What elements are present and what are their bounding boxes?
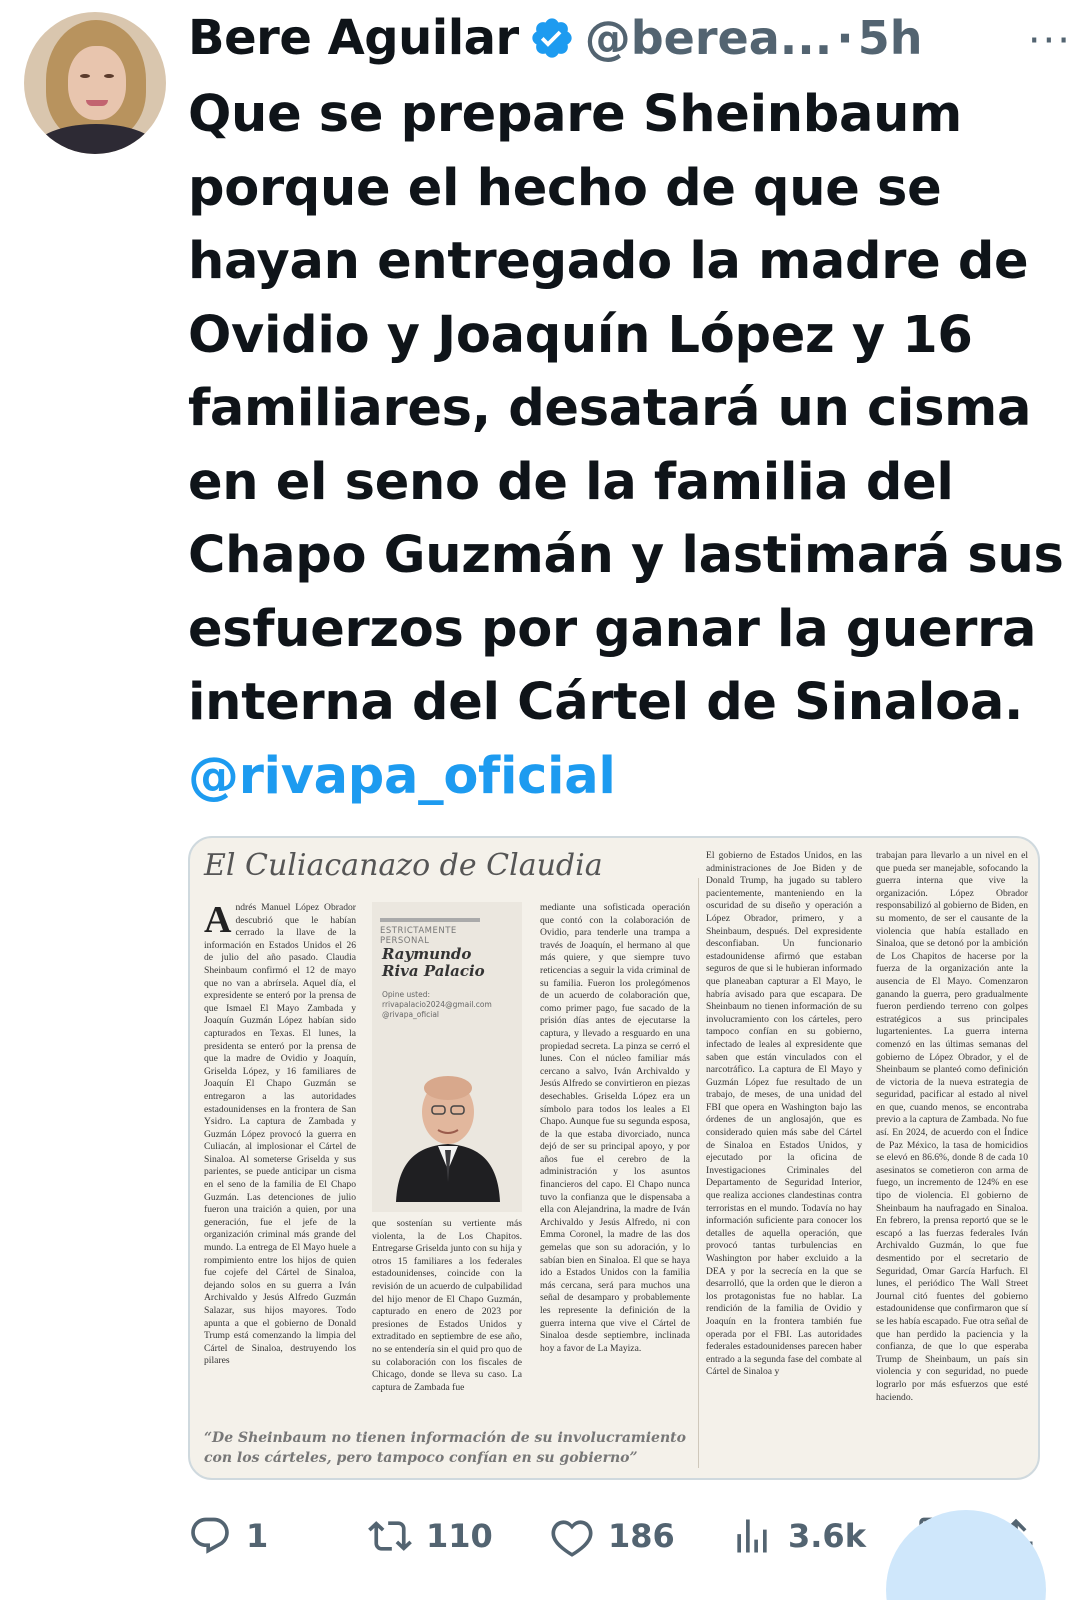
author-handle[interactable]: @berea... (584, 11, 833, 65)
tweet-line: Chapo Guzmán y lastimará sus (188, 526, 1064, 585)
repost-icon (368, 1514, 412, 1558)
author-meta (382, 990, 512, 1020)
reply-icon (188, 1514, 232, 1558)
article-column-3: mediante una sofisticada operación que contó con la colaboración de Ovidio, para tenderle una trampa a través de Joaquín, el hermano al que más quiere, y que siempre tuvo reticencias a seguir la vida criminal de su familia. Fueron los prolegómenos de un acuerdo de colaboración que, como primer pago, fue sacado de la prisión días antes de ejecutarse la captura, y llevado a resguardo en una propiedad secreta. La pinza se cerró el lunes. Con el núcleo familiar más cercano a salvo, Iván Archivaldo y Jesús Alfredo se convirtieron en piezas desechables. Griselda López era un símbolo para todos los leales a El Chapo. Aunque fue su segunda esposa, de la que estaba divorciado, nunca dejó de ser su principal apoyo, y por años fue el cerebro de la administración y los asuntos financieros del capo. El Chapo nunca tuvo la confianza que le dispensaba a ella con Alejandrina, la madre de Iván Archivaldo y Jesús Alfredo, ni con Emma Coronel, la madre de las dos gemelas que son su adoración, y lo sabían bien en Sinaloa. El que se haya ido a Estados Unidos con la familia más cercana, será para muchos una señal de desamparo y probablemente les represente la definición de la guerra interna que vive el Cártel de Sinaloa desde septiembre, inclinada hoy a favor de La Mayiza. (540, 902, 690, 1354)
article-column-1 (204, 902, 356, 1422)
article-column-5: trabajan para llevarlo a un nivel en el que pueda ser manejable, sofocando la guerra interna que vive la organización. López Obrador responsabilizó al gobierno de Biden, en su momento, de ser el causante de la violencia que había estallado en Sinaloa, que se detonó por la ambición de Los Chapitos de hacerse por la fuerza de la organización ante la ausencia de El Mayo. Comenzaron ganando la guerra, pero gradualmente fueron perdiendo terreno con golpes estratégicos a sus principales lugartenientes. La guerra interna comenzó en las últimas semanas del gobierno de López Obrador, y el de Sheinbaum se planteó como definición de victoria de la nueva estrategia de seguridad, pacificar al estado al nivel en que, cuando menos, se encontraba previo a la captura de Zambada. No fue así. En 2024, de acuerdo con el Índice de Paz México, la tasa de homicidios se elevó en 86.6%, donde 8 de cada 10 asesinatos se cometieron con arma de fuego, un incremento de 124% en ese tipo de violencia. El gobierno de Sheinbaum ha naufragado en Sinaloa. En febrero, la prensa reportó que se le escapó a las fuerzas federales Iván Archivaldo Guzmán, lo que fue desmentido por el secretario de Seguridad, Omar García Harfuch. El lunes, el periódico The Wall Street Journal citó fuentes del gobierno estadounidense que confirmaron que sí se les había escapado. Fue otra señal de que han perdido la paciencia y la confianza, de que lo que esperaba Trump de Sheinbaum, un país sin violencia y con seguridad, no puede lograrlo por más esfuerzos que esté haciendo. (876, 850, 1028, 1403)
attached-image[interactable] (188, 836, 1040, 1480)
views-count: 3.6k (788, 1517, 866, 1555)
verified-badge-icon (529, 15, 575, 61)
author-meta-line: rrivapalacio2024@gmail.com (382, 1000, 492, 1009)
tweet-text (188, 78, 1068, 813)
tweet-line: Que se prepare Sheinbaum (188, 85, 962, 144)
separator-dot: · (836, 11, 854, 65)
newspaper-headline: El Culiacanazo de Claudia (204, 848, 603, 883)
like-count: 186 (608, 1517, 675, 1555)
tweet-line: interna del Cártel de Sinaloa. (188, 673, 1024, 732)
mention-link[interactable]: @rivapa_oficial (188, 746, 616, 806)
tweet-line: hayan entregado la madre de (188, 232, 1029, 291)
repost-button[interactable] (368, 1506, 493, 1566)
author-meta-line: Opine usted: (382, 990, 431, 999)
avatar-eye (104, 74, 114, 78)
avatar-mouth (86, 100, 108, 106)
column-author: Raymundo Riva Palacio (382, 945, 485, 980)
author-avatar[interactable] (24, 12, 166, 154)
timestamp[interactable]: 5h (857, 11, 923, 65)
tweet-line: Ovidio y Joaquín López y 16 (188, 305, 973, 365)
views-button[interactable] (730, 1506, 866, 1566)
column-divider (698, 878, 699, 1468)
reply-count: 1 (246, 1517, 269, 1555)
pull-quote: “De Sheinbaum no tienen información de su involucramiento con los cárteles, pero tampoco confían en su gobierno” (204, 1430, 686, 1466)
heart-icon (550, 1514, 594, 1558)
avatar-shoulder (34, 124, 158, 154)
author-meta-line: @rivapa_oficial (382, 1010, 440, 1019)
avatar-face (68, 46, 126, 120)
tweet-line: en el seno de la familia del (188, 452, 954, 512)
repost-count: 110 (426, 1517, 493, 1555)
drop-cap: A (204, 902, 232, 941)
author-portrait (388, 1042, 508, 1202)
tweet-header (188, 6, 1068, 70)
tweet-line: familiares, desatará un cisma (188, 379, 1032, 438)
author-name[interactable]: Bere Aguilar (188, 10, 519, 66)
tweet-line: porque el hecho de que se (188, 158, 942, 218)
column-text: ndrés Manuel López Obrador descubrió que le habían cerrado la llave de la información en Estados Unidos el 26 de julio del año pasado. Claudia Sheinbaum confirmó el 12 de mayo que no van a abrírsela. Aquel día, el expresidente se enteró por la prensa de que Ismael El Mayo Zambada y Joaquín Guzmán López habían sido capturados en Texas. El lunes, la presidenta se enteró por la prensa de que la madre de Ovidio y Joaquín, Griselda López, y 16 familiares de Joaquín El Chapo Guzmán se entregaron a las autoridades estadounidenses en la frontera de San Ysidro. La captura de Zambada y Guzmán López provocó la guerra en Culiacán, al implosionar el Cártel de Sinaloa. Al someterse Griselda y sus parientes, se puede anticipar un cisma en el seno de la familia de El Chapo Guzmán. Las detenciones de julio fueron una traición a quien, por una generación, fue el jefe de la organización criminal más grande del mundo. La entrega de El Mayo huele a rompimiento entre los hijos de quien fue cojefe del Cártel de Sinaloa, dejando solos en su guerra a Iván Archivaldo y Jesús Alfredo Guzmán Salazar, sus hijos mayores. Todo apunta a que el gobierno de Donald Trump está comenzando la limpia del Cártel de Sinaloa, destruyendo los pilares (204, 902, 356, 1367)
views-icon (730, 1514, 774, 1558)
like-button[interactable] (550, 1506, 675, 1566)
opinion-tag: ESTRICTAMENTE PERSONAL (380, 918, 480, 946)
opinion-box (372, 902, 522, 1212)
article-column-4: El gobierno de Estados Unidos, en las administraciones de Joe Biden y de Donald Trump, ha jugado su tablero pacientemente, manteniendo en la oscuridad de su diseño y operación a López Obrador, primero, y a Sheinbaum, después. Del expresidente desconfiaban. Un funcionario estadounidense afirmó que estaban seguros de que si le hubieran informado que planeaban capturar a El Mayo, le habría avisado para que escapara. De Sheinbaum no tienen información de su involucramiento con los cárteles, pero tampoco confían en su gobierno, infectado de leales al expresidente que saben que están vinculados con el narcotráfico. La captura de El Mayo y Guzmán López fue resultado de un trabajo, de meses, de una unidad del FBI que opera en Washington bajo las órdenes de un anglosajón, que es considerado quien más sabe del Cártel de Sinaloa en Estados Unidos, y ejecutado por la oficina de Investigaciones Criminales del Departamento de Seguridad Interior, que realiza acciones clandestinas contra terroristas en el mundo. Todavía no hay información suficiente para conocer los detalles de aquella operación, que provocó tantas turbulencias en Washington por haber excluido a la DEA y por la secrecía en la que se desarrolló, que la orden que le dieron a los protagonistas fue no hablar. La rendición de la familia de Ovidio y Joaquín en la frontera también fue operada por el FBI. Las autoridades federales estadounidenses parecen haber entrado a la segunda fase del combate al Cártel de Sinaloa y (706, 850, 862, 1378)
avatar-eye (80, 74, 90, 78)
more-options-icon[interactable]: ··· (1027, 18, 1072, 64)
tweet-line: esfuerzos por ganar la guerra (188, 599, 1037, 659)
article-column-2: que sostenían su vertiente más violenta, la de Los Chapitos. Entregarse Griselda junto con su hija y otros 15 familiares a los federales estadounidenses, coincide con la revisión de un acuerdo de culpabilidad del hijo menor de El Chapo Guzmán, capturado en enero de 2023 por presiones de Estados Unidos y extraditado en septiembre de ese año, no se entendería sin el quid pro quo de su colaboración con los fiscales de Chicago, donde se lleva su caso. La captura de Zambada fue (372, 1218, 522, 1393)
reply-button[interactable] (188, 1506, 268, 1566)
